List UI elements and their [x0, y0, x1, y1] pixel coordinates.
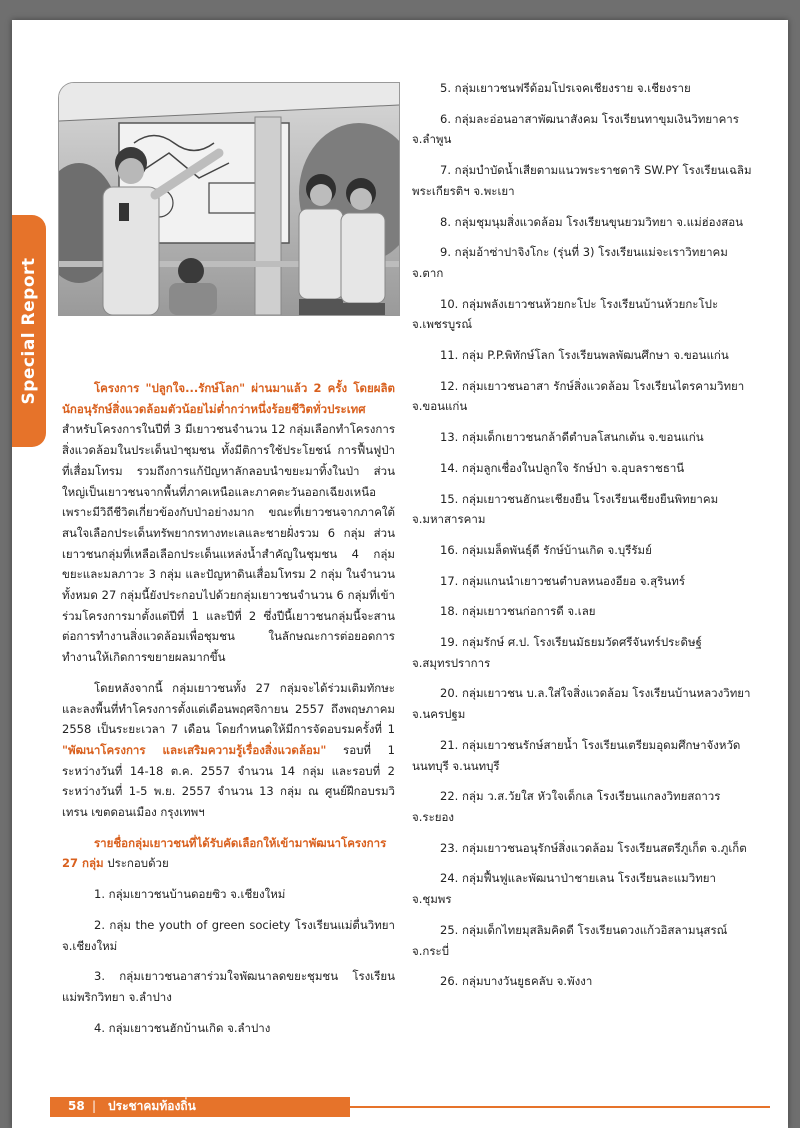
page-footer: [12, 1094, 788, 1120]
footer-separator: |: [92, 1099, 97, 1113]
list-item: 19. กลุ่มรักษ์ ศ.ป. โรงเรียนมัธยมวัดศรีจันทร์ประดิษฐ์ จ.สมุทรปราการ: [412, 635, 702, 670]
list-item: 12. กลุ่มเยาวชนอาสา รักษ์สิ่งแวดล้อม โรงเรียนไตรคามวิทยา จ.ขอนแก่น: [412, 378, 745, 414]
training-paragraph: [62, 678, 395, 823]
list-heading-text: ประกอบด้วย: [103, 856, 169, 871]
right-column: [412, 78, 752, 1002]
list-item: 14. กลุ่มลูกเชื่องในปลูกใจ รักษ์ป่า จ.อุบลราชธานี: [440, 460, 685, 475]
list-item: 23. กลุ่มเยาวชนอนุรักษ์สิ่งแวดล้อม โรงเรียนสตรีภูเก็ต จ.ภูเก็ต: [440, 840, 747, 855]
footer-rule: [350, 1106, 770, 1108]
list-item: 9. กลุ่มอ้าซ่าปาจิงโกะ (รุ่นที่ 3) โรงเรียนแม่จะเราวิทยาคม จ.ตาก: [412, 245, 728, 280]
list-item: 10. กลุ่มพลังเยาวชนห้วยกะโปะ โรงเรียนบ้านห้วยกะโปะ จ.เพชรบูรณ์: [412, 296, 719, 332]
list-item: 25. กลุ่มเด็กไทยมุสลิมคิดดี โรงเรียนดวงแก้วอิสลามนุสรณ์ จ.กระบี่: [412, 922, 728, 958]
training-text-2: รอบที่ 1 ระหว่างวันที่ 14-18 ต.ค. 2557 จำนวน 14 กลุ่ม และรอบที่ 2 ระหว่างวันที่ 1-5 พ.ย. 2557 จำนวน 13 กลุ่ม ณ ศูนย์ฝึกอบรมวิเทรน เขตดอนเมือง กรุงเทพฯ: [62, 742, 395, 820]
list-item: 8. กลุ่มชุมนุมสิ่งแวดล้อม โรงเรียนขุนยวมวิทยา จ.แม่ฮ่องสอน: [440, 214, 743, 229]
section-tab: [12, 215, 46, 447]
list-item: 11. กลุ่ม P.P.พิทักษ์โลก โรงเรียนพลพัฒนศึกษา จ.ขอนแก่น: [440, 348, 729, 363]
list-item: 18. กลุ่มเยาวชนก่อการดี จ.เลย: [440, 604, 596, 619]
list-item: 17. กลุ่มแกนนำเยาวชนตำบลหนองอียอ จ.สุรินทร์: [440, 573, 685, 588]
list-heading-highlight: รายชื่อกลุ่มเยาวชนที่ได้รับคัดเลือกให้เข้ามาพัฒนาโครงการ 27 กลุ่ม: [62, 835, 387, 871]
publication-title: ประชาคมท้องถิ่น: [108, 1099, 196, 1113]
page-number: 58: [68, 1099, 85, 1113]
list-item: 4. กลุ่มเยาวชนฮักบ้านเกิด จ.ลำปาง: [94, 1020, 271, 1035]
list-item: 26. กลุ่มบางวันยูธคลับ จ.พังงา: [440, 974, 593, 989]
list-item: 22. กลุ่ม ว.ส.วัยใส หัวใจเด็กเล โรงเรียนแกลงวิทยสถาวร จ.ระยอง: [412, 789, 721, 824]
list-item: 16. กลุ่มเมล็ดพันธุ์ดี รักษ์บ้านเกิด จ.บุรีรัมย์: [440, 542, 652, 557]
list-item: 13. กลุ่มเด็กเยาวชนกล้าดีตำบลโสนกเต้น จ.ขอนแก่น: [440, 430, 704, 445]
list-item: 15. กลุ่มเยาวชนฮักนะเชียงยืน โรงเรียนเชียงยืนพิทยาคม จ.มหาสารคาม: [412, 491, 719, 527]
training-highlight: "พัฒนาโครงการ และเสริมความรู้เรื่องสิ่งแวดล้อม": [62, 742, 327, 757]
intro-text: สำหรับโครงการในปีที่ 3 มีเยาวชนจำนวน 12 กลุ่มเลือกทำโครงการสิ่งแวดล้อมในประเด็นป่าชุมชน ทั้งมีติการใช้ประโยชน์ การฟื้นฟูป่าที่เสื่อมโทรม รวมถึงการแก้ปัญหาลักลอบนำขยะมาทิ้งในป่า ส่วนใหญ่เป็นเยาวชนจากพื้นที่ภาคเหนือและภาคตะวันออกเฉียงเหนือเพราะมีวิถีชีวิตเกี่ยวข้องกับป่าอย่างมาก ขณะที่เยาวชนจากภาคใต้สนใจเลือกประเด็นทรัพยากรทางทะเลและชายฝั่งรวม 6 กลุ่ม ส่วนเยาวชนกลุ่มที่เหลือเลือกประเด็นแหล่งน้ำสำคัญในชุมชน 4 กลุ่ม ขยะและมลภาวะ 3 กลุ่ม และปัญหาดินเสื่อมโทรม 2 กลุ่ม ในจำนวนทั้งหมด 27 กลุ่มนี้ยังประกอบไปด้วยกลุ่มเยาวชนจำนวน 6 กลุ่มที่เข้าร่วมโครงการมาตั้งแต่ปีที่ 1 และปีที่ 2 ซึ่งปีนี้เยาวชนกลุ่มนี้จะสานต่อการทำงานสิ่งแวดล้อมเพื่อชุมชน ในลักษณะการต่อยอดการทำงานให้เกิดการขยายผลมากขึ้น: [62, 422, 395, 665]
list-item: 21. กลุ่มเยาวชนรักษ์สายน้ำ โรงเรียนเตรียมอุดมศึกษาจังหวัดนนทบุรี จ.นนทบุรี: [412, 737, 741, 773]
intro-paragraph: [62, 378, 395, 668]
list-heading: [62, 833, 395, 874]
list-item: 24. กลุ่มฟื้นฟูและพัฒนาป่าชายเลน โรงเรียนละแมวิทยา จ.ชุมพร: [412, 871, 716, 907]
list-item: 3. กลุ่มเยาวชนอาสาร่วมใจพัฒนาลดขยะชุมชน โรงเรียนแม่พริกวิทยา จ.ลำปาง: [62, 969, 395, 1004]
photo-illustration: [59, 83, 399, 315]
section-tab-label: Special Report: [19, 257, 39, 405]
list-item: 5. กลุ่มเยาวชนฟรีด้อมโปรเจคเชียงราย จ.เชียงราย: [440, 81, 691, 95]
left-column: [62, 378, 395, 1048]
list-item: 6. กลุ่มละอ่อนอาสาพัฒนาสังคม โรงเรียนทาขุมเงินวิทยาคาร จ.ลำพูน: [412, 111, 739, 147]
training-text-1: โดยหลังจากนี้ กลุ่มเยาวชนทั้ง 27 กลุ่มจะได้ร่วมเติมทักษะ และลงพื้นที่ทำโครงการตั้งแต่เดือนพฤศจิกายน 2557 ถึงพฤษภาคม 2558 เป็นระยะเวลา 7 เดือน โดยกำหนดให้มีการจัดอบรมครั้งที่ 1: [62, 680, 395, 737]
intro-highlight: โครงการ "ปลูกใจ...รักษ์โลก" ผ่านมาแล้ว 2 ครั้ง โดยผลิตนักอนุรักษ์สิ่งแวดล้อมตัวน้อยไม่ต่ำกว่าหนึ่งร้อยชีวิตทั่วประเทศ: [62, 381, 395, 416]
list-item: 2. กลุ่ม the youth of green society โรงเรียนแม่ตื่นวิทยา จ.เชียงใหม่: [62, 917, 395, 953]
list-item: 20. กลุ่มเยาวชน บ.ล.ใส่ใจสิ่งแวดล้อม โรงเรียนบ้านหลวงวิทยา จ.นครปฐม: [412, 686, 751, 722]
list-item: 7. กลุ่มบำบัดน้ำเสียตามแนวพระราชดาริ SW.PY โรงเรียนเฉลิมพระเกียรติฯ จ.พะเยา: [412, 163, 752, 198]
article-photo: [58, 82, 400, 316]
magazine-page: [12, 20, 788, 1128]
list-item: 1. กลุ่มเยาวชนบ้านดอยซิว จ.เชียงใหม่: [94, 887, 286, 902]
